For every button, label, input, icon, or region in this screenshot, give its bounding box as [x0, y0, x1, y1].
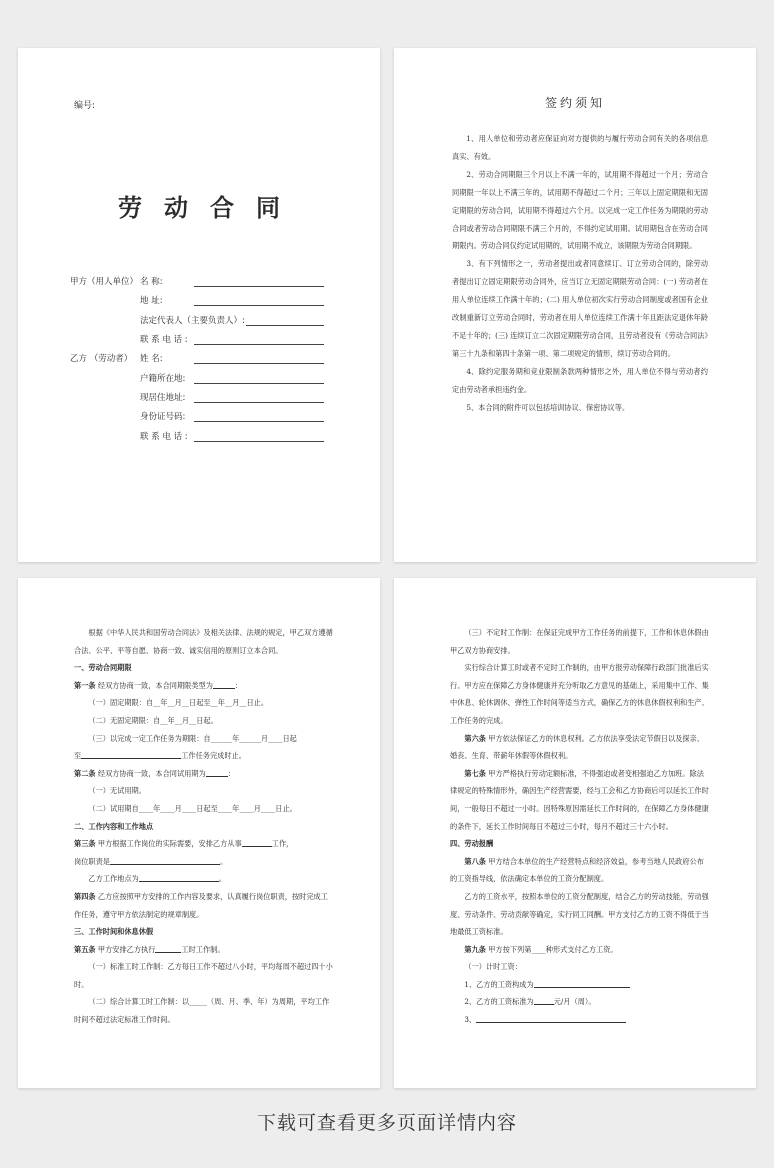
- field-label: 姓 名:: [140, 354, 163, 364]
- notice-paragraph: 1、用人单位和劳动者应保证向对方提供的与履行劳动合同有关的各项信息真实、有效。: [452, 134, 708, 161]
- field-label: 地 址:: [140, 296, 163, 306]
- intro-paragraph: 根据《中华人民共和国劳动合同法》及相关法律、法规的规定，甲乙双方遵循合法、公平、平等自愿、协商一致、诚实信用的原则订立本合同。: [74, 628, 333, 655]
- clause: [450, 1011, 710, 1029]
- article-text: 乙方应按照甲方安排的工作内容及要求，认真履行岗位职责，按时完成工作任务，遵守甲方依法制定的规章制度。: [74, 891, 328, 919]
- article-text: 甲方依法保证乙方的休息权利。乙方依法享受法定节假日以及探亲、婚丧、生育、带薪年休假等休假权利。: [450, 733, 704, 761]
- article-4: [74, 888, 334, 923]
- article-label: 第四条: [74, 891, 96, 901]
- article-label: 第一条: [74, 680, 96, 690]
- contract-number-label: 编号:: [74, 101, 96, 111]
- download-more-notice[interactable]: 下载可查看更多页面详情内容: [256, 1112, 517, 1134]
- article-text: 工作，: [271, 839, 294, 849]
- article-text: 甲方安排乙方执行: [97, 944, 156, 954]
- article-8: [450, 853, 710, 888]
- clause: 岗位职责是 。: [74, 856, 228, 866]
- article-label: 第八条: [464, 856, 486, 866]
- article-9: [450, 941, 710, 959]
- clause: （一）计时工资：: [464, 962, 522, 972]
- clause: [450, 976, 710, 994]
- clause: [450, 993, 710, 1011]
- clause-text: 元/月（周）。: [553, 997, 596, 1007]
- clause: （一）无试用期。: [88, 786, 146, 796]
- section-heading: 四、劳动报酬: [450, 839, 494, 849]
- article-text: 甲方按下列第____种形式支付乙方工资。: [488, 944, 618, 954]
- contract-page-2: [394, 578, 756, 1088]
- article-text: 甲方结合本单位的生产经营特点和经济效益，参考当地人民政府公布的工资指导线，依法确定本单位的工资分配制度。: [450, 856, 704, 884]
- clause: （一）固定期限：自__年__月__日起至__年__月__日止。: [88, 698, 269, 708]
- clause: （三）以完成一定工作任务为期限：自______年______月____日起: [88, 733, 297, 743]
- clause: 乙方工作地点为 。: [88, 874, 226, 884]
- section-heading: 二、工作内容和工作地点: [74, 821, 154, 831]
- blank-line: [110, 856, 220, 865]
- notice-paragraph: 5、本合同的附件可以包括培训协议、保密协议等。: [466, 402, 630, 412]
- signing-notice-body: [452, 130, 708, 417]
- contract-body: [74, 624, 334, 1029]
- clause-text: 乙方工作地点为: [88, 874, 139, 884]
- blank-line: [242, 838, 272, 847]
- article-text: 工时工作制。: [181, 944, 225, 954]
- field-label: 联 系 电 话 :: [140, 335, 188, 345]
- clause: （三）不定时工作制：在保证完成甲方工作任务的前提下，工作和休息休假由甲乙双方协商安排。: [450, 628, 709, 655]
- party-b-label: 乙方 （劳动者）: [70, 354, 133, 364]
- blank-line: [534, 996, 554, 1005]
- field-label: 联 系 电 话 :: [140, 432, 188, 442]
- field-label: 户籍所在地:: [140, 374, 186, 384]
- party-a-label: 甲方（用人单位）: [70, 277, 139, 287]
- clause: 实行综合计算工时或者不定时工作制的，由甲方报劳动保障行政部门批准后实行。甲方应在保障乙方身体健康并充分听取乙方意见的基础上，采用集中工作、集中休息、轮休调休、弹性工作时间等适当方式，确保乙方的休息休假权利和生产、工作任务的完成。: [450, 663, 709, 725]
- field-line: [194, 441, 324, 442]
- article-label: 第七条: [464, 768, 486, 778]
- clause-text: 工作任务完成时止。: [181, 751, 246, 761]
- signing-notice-page: [394, 48, 756, 562]
- article-text: 经双方协商一致，本合同期限类型为: [97, 680, 213, 690]
- clause: （二）试用期自____年____月____日起至____年____月____日止。: [88, 803, 297, 813]
- blank-line: [534, 979, 630, 988]
- notice-paragraph: 2、劳动合同期限三个月以上不满一年的，试用期不得超过一个月；劳动合同期限一年以上不满三年的，试用期不得超过二个月；三年以上固定期限和无固定期限的劳动合同，试用期不得超过六个月。以完成一定工作任务为期限的劳动合同或者劳动合同期限不满三个月的，不得约定试用期。试用期包含在劳动合同期限内。劳动合同仅约定试用期的，试用期不成立，该期限为劳动合同期限。: [452, 169, 708, 251]
- field-line: [194, 363, 324, 364]
- blank-line: [155, 944, 181, 953]
- clause-text: 至: [74, 751, 82, 761]
- clause-text: 岗位职责是: [74, 856, 110, 866]
- article-text: 甲方严格执行劳动定额标准，不得强迫或者变相强迫乙方加班。除法律规定的特殊情形外，确因生产经营需要，经与工会和乙方协商后可以延长工作时间，一般每日不超过一小时。因特殊原因需延长工作时间的，在保障乙方身体健康的条件下，延长工作时间每日不超过三小时，每月不超过三十六小时。: [450, 768, 709, 831]
- field-line: [194, 344, 324, 345]
- field-label: 法定代表人（主要负责人）:: [140, 316, 245, 326]
- clause: （二）综合计算工时工作制：以_____（周、月、季、年）为周期，平均工作时间不超过法定标准工作时间。: [74, 997, 330, 1025]
- section-heading: 一、劳动合同期限: [74, 663, 132, 673]
- clause-text: 1、乙方的工资构成为: [464, 979, 534, 989]
- article-label: 第三条: [74, 839, 96, 849]
- article-label: 第六条: [464, 733, 486, 743]
- notice-paragraph: 4、除约定服务期和竞业限制条款两种情形之外，用人单位不得与劳动者约定由劳动者承担违约金。: [452, 366, 708, 394]
- field-label: 身份证号码:: [140, 412, 186, 422]
- blank-line: [206, 768, 228, 777]
- field-line: [194, 421, 324, 422]
- article-1: 第一条 经双方协商一致，本合同期限类型为 ：: [74, 680, 243, 690]
- article-text: 经双方协商一致，本合同试用期为: [97, 768, 206, 778]
- field-line: [194, 286, 324, 287]
- blank-line: [81, 750, 181, 759]
- contract-body: [450, 624, 710, 1029]
- field-line: [194, 383, 324, 384]
- contract-title: 劳动合同: [118, 194, 302, 222]
- field-label: 名 称:: [140, 277, 163, 287]
- clause-text: 2、乙方的工资标准为: [464, 997, 534, 1007]
- article-5: [74, 941, 334, 959]
- blank-line: [476, 1014, 626, 1023]
- clause: （一）标准工时工作制：乙方每日工作不超过八小时，平均每周不超过四十小时。: [74, 962, 333, 989]
- blank-line: [213, 680, 235, 689]
- field-label: 现居住地址:: [140, 393, 186, 403]
- clause-text: 3、: [464, 1015, 477, 1025]
- signing-notice-title: 签约须知: [544, 96, 605, 110]
- field-line: [194, 305, 324, 306]
- article-label: 第九条: [464, 944, 486, 954]
- article-7: [450, 765, 710, 835]
- article-label: 第五条: [74, 944, 96, 954]
- article-2: 第二条 经双方协商一致，本合同试用期为 ：: [74, 768, 235, 778]
- clause: 乙方的工资水平，按照本单位的工资分配制度，结合乙方的劳动技能、劳动强度、劳动条件、劳动贡献等确定，实行同工同酬。甲方支付乙方的工资不得低于当地最低工资标准。: [450, 891, 709, 937]
- contract-page-1: [18, 578, 380, 1088]
- field-line: [194, 402, 324, 403]
- article-label: 第二条: [74, 768, 96, 778]
- article-6: [450, 730, 710, 765]
- clause: （二）无固定期限：自__年__月__日起。: [88, 715, 218, 725]
- blank-line: [139, 873, 219, 882]
- clause: [74, 747, 334, 765]
- article-text: 甲方根据工作岗位的实际需要，安排乙方从事: [97, 839, 242, 849]
- section-heading: 三、工作时间和休息休假: [74, 927, 154, 937]
- contract-cover-page: [18, 48, 380, 562]
- article-3: [74, 835, 334, 853]
- notice-paragraph: 3、有下列情形之一，劳动者提出或者同意续订、订立劳动合同的，除劳动者提出订立固定期限劳动合同外，应当订立无固定期限劳动合同：(一) 劳动者在用人单位连续工作满十年的；(二) 用人单位初次实行劳动合同制度或者国有企业改制重新订立劳动合同时，劳动者在用人单位连续工作满十年且距法定退休年龄不足十年的；(三) 连续订立二次固定期限劳动合同，且劳动者没有《劳动合同法》第三十九条和第四十条第一项、第二项规定的情形，续订劳动合同的。: [452, 259, 708, 358]
- field-line: [246, 325, 324, 326]
